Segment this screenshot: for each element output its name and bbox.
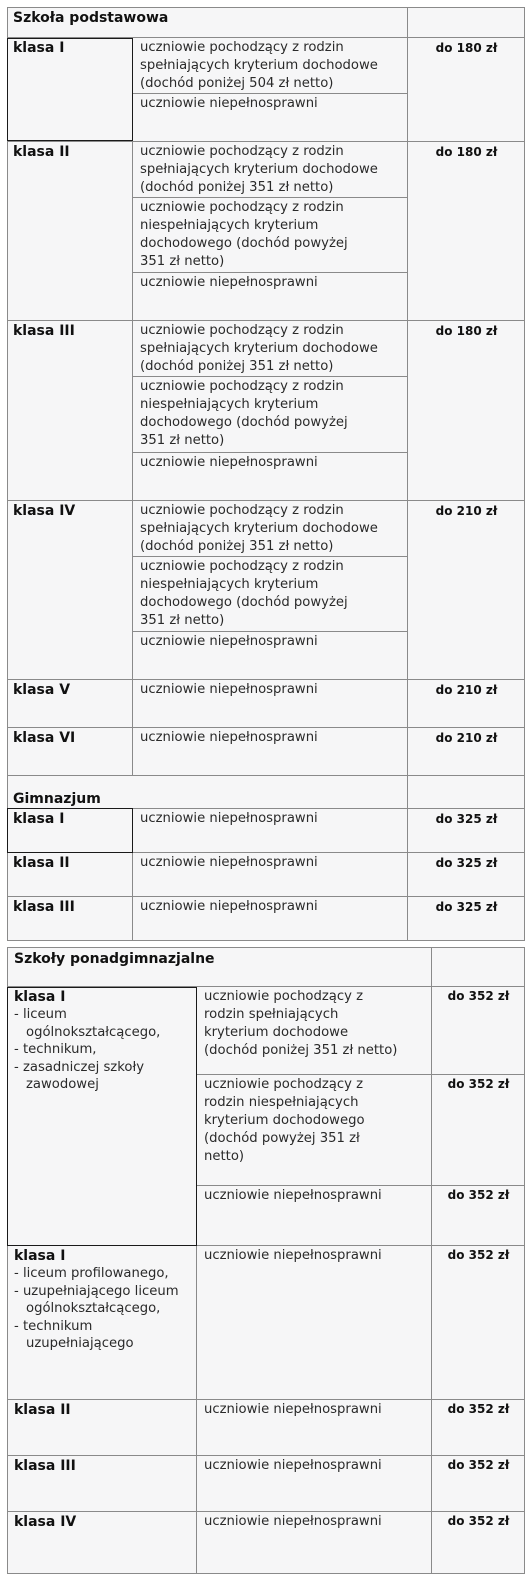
- class-label: klasa I: [13, 811, 65, 827]
- row-divider: [7, 500, 525, 501]
- school-type: - liceum ogólnokształcącego,: [14, 1007, 161, 1040]
- class-label: klasa I: [13, 40, 65, 56]
- row-divider: [7, 320, 525, 321]
- row-divider: [132, 197, 407, 198]
- student-category: uczniowie niepełnosprawni: [140, 96, 318, 111]
- student-category: uczniowie niepełnosprawni: [140, 634, 318, 649]
- student-category: uczniowie niepełnosprawni: [140, 855, 318, 870]
- column-divider: [132, 38, 133, 775]
- row-divider: [132, 631, 407, 632]
- row-divider: [132, 272, 407, 273]
- amount-value: do 325 zł: [435, 812, 498, 826]
- section-title-secondary: Szkoły ponadgimnazjalne: [14, 951, 215, 967]
- class-label: klasa II: [13, 855, 70, 871]
- amount-value: do 210 zł: [435, 504, 498, 518]
- row-divider: [132, 376, 407, 377]
- row-divider: [196, 1185, 525, 1186]
- row-divider: [7, 141, 525, 142]
- school-type: - uzupełniającego liceum ogólnokształcącego,: [14, 1283, 179, 1317]
- row-divider: [132, 452, 407, 453]
- class-label: klasa IV: [13, 503, 76, 519]
- amount-value: do 352 zł: [447, 1077, 510, 1091]
- amount-value: do 180 zł: [435, 324, 498, 338]
- row-divider: [132, 556, 407, 557]
- student-category: uczniowie pochodzący z rodzin spełniających kryterium dochodowe (dochód poniżej 351 zł netto): [140, 323, 378, 374]
- class-label: klasa III: [13, 899, 75, 915]
- class-label: klasa I: [14, 1248, 66, 1264]
- school-type: - zasadniczej szkoły zawodowej: [14, 1059, 145, 1093]
- row-divider: [7, 896, 525, 897]
- student-category: uczniowie pochodzący z rodzin spełniających kryterium dochodowe (dochód poniżej 351 zł netto): [204, 989, 398, 1058]
- row-divider: [196, 1074, 525, 1075]
- amount-value: do 325 zł: [435, 900, 498, 914]
- row-divider: [7, 679, 525, 680]
- section-title-primary: Szkoła podstawowa: [13, 10, 169, 26]
- amount-value: do 180 zł: [435, 145, 498, 159]
- student-category: uczniowie pochodzący z rodzin spełniających kryterium dochodowe (dochód poniżej 351 zł netto): [140, 144, 378, 195]
- school-type: - technikum uzupełniającego: [14, 1318, 134, 1352]
- student-category: uczniowie niepełnosprawni: [204, 1402, 382, 1417]
- student-category: uczniowie pochodzący z rodzin niespełniających kryterium dochodowego (dochód powyżej 351 zł netto): [140, 200, 348, 269]
- student-category: uczniowie niepełnosprawni: [204, 1458, 382, 1473]
- row-divider: [7, 1511, 525, 1512]
- school-type: - technikum,: [14, 1042, 97, 1058]
- row-divider: [7, 775, 525, 776]
- section-title-gimnazjum: Gimnazjum: [13, 791, 101, 807]
- student-category: uczniowie niepełnosprawni: [140, 275, 318, 290]
- student-category: uczniowie niepełnosprawni: [140, 455, 318, 470]
- student-category: uczniowie pochodzący z rodzin niespełniających kryterium dochodowego (dochód powyżej 351 zł netto): [140, 379, 348, 448]
- student-category: uczniowie niepełnosprawni: [140, 730, 318, 745]
- student-category: uczniowie pochodzący z rodzin spełniających kryterium dochodowe (dochód poniżej 504 zł netto): [140, 40, 378, 91]
- row-divider: [7, 727, 525, 728]
- school-types-list: [14, 1265, 192, 1353]
- class-label: klasa II: [14, 1402, 71, 1418]
- class-label: klasa II: [13, 144, 70, 160]
- student-category: uczniowie pochodzący z rodzin niespełniających kryterium dochodowego (dochód powyżej 351 zł netto): [140, 559, 348, 628]
- amount-value: do 352 zł: [447, 1402, 510, 1416]
- amount-value: do 352 zł: [447, 1458, 510, 1472]
- row-divider: [7, 1399, 525, 1400]
- amount-value: do 352 zł: [447, 1514, 510, 1528]
- class-label: klasa IV: [14, 1514, 77, 1530]
- student-category: uczniowie niepełnosprawni: [204, 1514, 382, 1529]
- row-divider: [7, 1455, 525, 1456]
- class-label: klasa VI: [13, 730, 76, 746]
- student-category: uczniowie pochodzący z rodzin niespełniających kryterium dochodowego (dochód powyżej 351 zł netto): [204, 1077, 365, 1164]
- student-category: uczniowie niepełnosprawni: [204, 1248, 382, 1263]
- student-category: uczniowie niepełnosprawni: [140, 811, 318, 826]
- class-label: klasa I: [14, 989, 66, 1005]
- amount-value: do 352 zł: [447, 1188, 510, 1202]
- amount-value: do 325 zł: [435, 856, 498, 870]
- amount-value: do 352 zł: [447, 1248, 510, 1262]
- amount-value: do 352 zł: [447, 989, 510, 1003]
- amount-value: do 210 zł: [435, 731, 498, 745]
- school-type: - liceum profilowanego,: [14, 1266, 169, 1281]
- class-label: klasa III: [13, 323, 75, 339]
- student-category: uczniowie pochodzący z rodzin spełniających kryterium dochodowe (dochód poniżej 351 zł netto): [140, 503, 378, 554]
- school-types-list: [14, 1006, 192, 1094]
- class-label: klasa V: [13, 682, 71, 698]
- amount-value: do 180 zł: [435, 41, 498, 55]
- amount-value: do 210 zł: [435, 683, 498, 697]
- row-divider: [132, 93, 407, 94]
- class-label: klasa III: [14, 1458, 76, 1474]
- student-category: uczniowie niepełnosprawni: [140, 682, 318, 697]
- student-category: uczniowie niepełnosprawni: [204, 1188, 382, 1203]
- student-category: uczniowie niepełnosprawni: [140, 899, 318, 914]
